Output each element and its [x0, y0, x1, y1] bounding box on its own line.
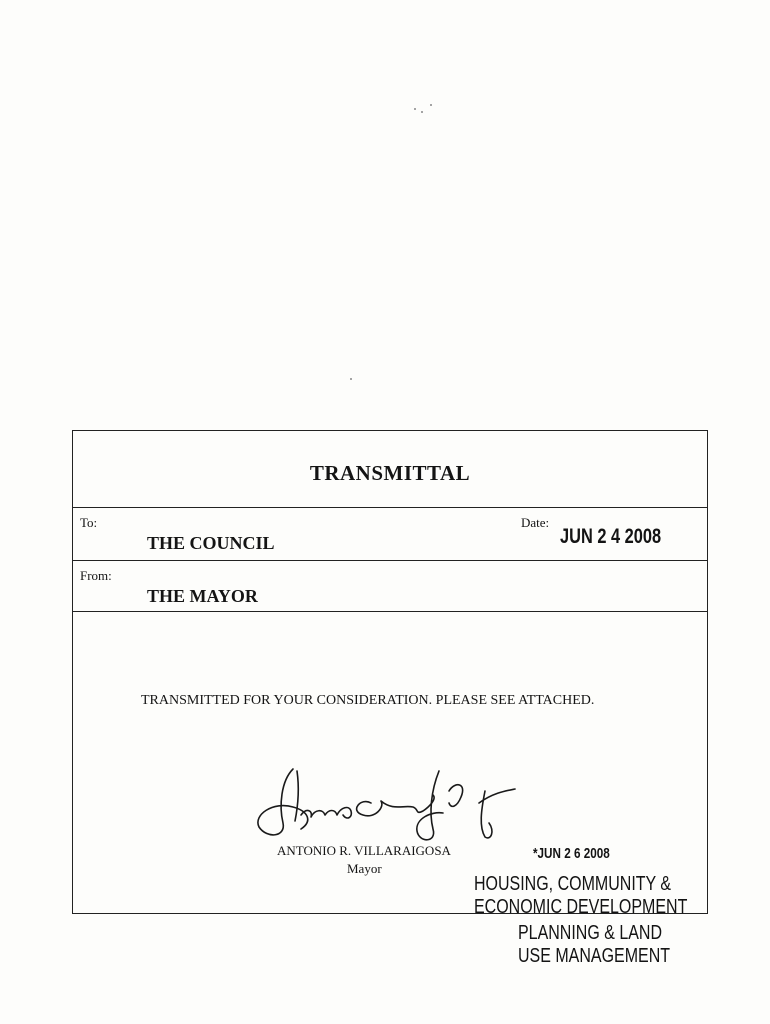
to-value: THE COUNCIL — [147, 533, 275, 553]
to-row — [73, 507, 707, 561]
committee-stamp-line-1: HOUSING, COMMUNITY & — [474, 873, 672, 895]
scan-speck — [350, 378, 352, 380]
committee-stamp-line-3: PLANNING & LAND — [518, 922, 663, 944]
scan-speck — [430, 104, 432, 106]
from-label: From: — [80, 568, 112, 583]
signer-name: ANTONIO R. VILLARAIGOSA — [277, 843, 451, 858]
from-row — [73, 560, 707, 612]
signer-title: Mayor — [347, 861, 382, 876]
to-label: To: — [80, 515, 98, 530]
received-date-stamp: *JUN 2 6 2008 — [533, 845, 610, 862]
date-label: Date: — [521, 515, 550, 530]
transmittal-form — [72, 430, 708, 914]
date-stamp: JUN 2 4 2008 — [560, 525, 662, 548]
committee-stamp-line-4: USE MANAGEMENT — [518, 945, 671, 967]
form-title: TRANSMITTAL — [309, 461, 471, 485]
from-value: THE MAYOR — [147, 586, 258, 606]
scan-speck — [421, 111, 423, 113]
scan-speck — [414, 108, 416, 110]
committee-stamp-line-2: ECONOMIC DEVELOPMENT — [474, 896, 688, 918]
transmittal-message: TRANSMITTED FOR YOUR CONSIDERATION. PLEASE SEE ATTACHED. — [141, 693, 595, 708]
handwritten-signature — [253, 751, 533, 846]
title-row — [73, 431, 707, 508]
